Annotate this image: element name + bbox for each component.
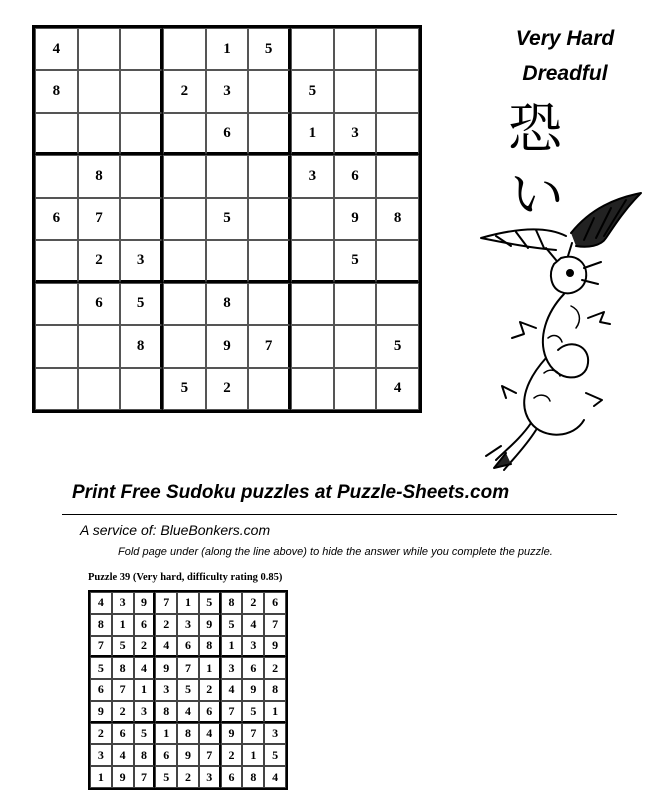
answer-cell: 2 xyxy=(221,744,243,766)
puzzle-cell: 3 xyxy=(120,240,163,282)
answer-cell: 3 xyxy=(264,723,286,745)
answer-cell: 6 xyxy=(264,592,286,614)
puzzle-cell: 8 xyxy=(78,155,121,197)
answer-cell: 2 xyxy=(134,636,156,658)
answer-cell: 8 xyxy=(264,679,286,701)
puzzle-cell: 5 xyxy=(291,70,334,112)
puzzle-cell: 6 xyxy=(206,113,249,155)
puzzle-cell xyxy=(376,28,419,70)
puzzle-cell: 7 xyxy=(248,325,291,367)
puzzle-cell xyxy=(334,28,377,70)
answer-cell: 8 xyxy=(177,723,199,745)
answer-cell: 3 xyxy=(242,636,264,658)
puzzle-cell xyxy=(291,283,334,325)
puzzle-cell xyxy=(248,113,291,155)
answer-cell: 6 xyxy=(177,636,199,658)
answer-cell: 1 xyxy=(242,744,264,766)
answer-cell: 6 xyxy=(90,679,112,701)
answer-cell: 3 xyxy=(112,592,134,614)
puzzle-cell: 5 xyxy=(120,283,163,325)
answer-cell: 4 xyxy=(199,723,221,745)
dragon-illustration-icon xyxy=(476,188,646,473)
puzzle-cell: 5 xyxy=(206,198,249,240)
answer-cell: 2 xyxy=(199,679,221,701)
puzzle-cell xyxy=(78,325,121,367)
puzzle-cell xyxy=(120,368,163,410)
puzzle-cell xyxy=(78,70,121,112)
answer-cell: 8 xyxy=(112,657,134,679)
answer-cell: 9 xyxy=(177,744,199,766)
puzzle-cell: 8 xyxy=(376,198,419,240)
fold-instructions: Fold page under (along the line above) to hide the answer while you complete the puzzle. xyxy=(118,546,553,558)
puzzle-cell xyxy=(35,113,78,155)
puzzle-cell xyxy=(376,240,419,282)
answer-cell: 3 xyxy=(155,679,177,701)
answer-cell: 2 xyxy=(242,592,264,614)
answer-cell: 5 xyxy=(155,766,177,788)
answer-cell: 3 xyxy=(177,614,199,636)
puzzle-cell xyxy=(376,283,419,325)
answer-cell: 4 xyxy=(112,744,134,766)
puzzle-cell: 5 xyxy=(376,325,419,367)
answer-cell: 8 xyxy=(199,636,221,658)
puzzle-cell xyxy=(334,283,377,325)
kanji-character: 恐 xyxy=(508,97,562,160)
answer-cell: 8 xyxy=(221,592,243,614)
answer-cell: 4 xyxy=(221,679,243,701)
puzzle-cell: 5 xyxy=(248,28,291,70)
answer-cell: 7 xyxy=(177,657,199,679)
answer-cell: 7 xyxy=(221,701,243,723)
puzzle-cell xyxy=(334,325,377,367)
answer-cell: 9 xyxy=(134,592,156,614)
puzzle-cell xyxy=(248,198,291,240)
puzzle-cell: 5 xyxy=(163,368,206,410)
puzzle-cell: 7 xyxy=(78,198,121,240)
puzzle-cell xyxy=(163,28,206,70)
puzzle-cell xyxy=(206,155,249,197)
puzzle-cell xyxy=(206,240,249,282)
puzzle-cell xyxy=(163,113,206,155)
sudoku-answer-grid xyxy=(88,590,288,790)
answer-cell: 6 xyxy=(242,657,264,679)
puzzle-cell: 3 xyxy=(334,113,377,155)
answer-cell: 3 xyxy=(199,766,221,788)
answer-cell: 9 xyxy=(90,701,112,723)
puzzle-cell xyxy=(78,368,121,410)
answer-cell: 1 xyxy=(90,766,112,788)
kanji-character: い xyxy=(510,163,564,226)
puzzle-cell: 8 xyxy=(206,283,249,325)
answer-cell: 9 xyxy=(264,636,286,658)
answer-cell: 3 xyxy=(90,744,112,766)
puzzle-cell: 3 xyxy=(206,70,249,112)
answer-cell: 1 xyxy=(264,701,286,723)
answer-cell: 3 xyxy=(221,657,243,679)
puzzle-cell: 3 xyxy=(291,155,334,197)
answer-cell: 2 xyxy=(264,657,286,679)
puzzle-cell: 1 xyxy=(291,113,334,155)
puzzle-cell xyxy=(78,28,121,70)
answer-cell: 2 xyxy=(177,766,199,788)
puzzle-cell: 9 xyxy=(334,198,377,240)
answer-cell: 4 xyxy=(155,636,177,658)
puzzle-cell xyxy=(163,155,206,197)
fold-line-divider xyxy=(62,514,617,515)
puzzle-cell: 6 xyxy=(334,155,377,197)
service-credit: A service of: BlueBonkers.com xyxy=(80,522,271,538)
puzzle-cell xyxy=(35,155,78,197)
puzzle-cell: 5 xyxy=(334,240,377,282)
answer-cell: 9 xyxy=(199,614,221,636)
puzzle-cell xyxy=(291,240,334,282)
puzzle-cell xyxy=(120,155,163,197)
answer-cell: 7 xyxy=(242,723,264,745)
puzzle-cell: 4 xyxy=(35,28,78,70)
answer-cell: 5 xyxy=(177,679,199,701)
puzzle-cell: 2 xyxy=(163,70,206,112)
puzzle-cell xyxy=(376,113,419,155)
answer-cell: 4 xyxy=(90,592,112,614)
answer-cell: 7 xyxy=(199,744,221,766)
answer-cell: 8 xyxy=(155,701,177,723)
answer-cell: 6 xyxy=(134,614,156,636)
puzzle-cell xyxy=(334,70,377,112)
puzzle-cell xyxy=(248,155,291,197)
puzzle-cell xyxy=(35,283,78,325)
answer-cell: 7 xyxy=(155,592,177,614)
puzzle-cell xyxy=(120,70,163,112)
answer-cell: 6 xyxy=(221,766,243,788)
answer-cell: 6 xyxy=(155,744,177,766)
answer-cell: 4 xyxy=(134,657,156,679)
puzzle-cell xyxy=(35,325,78,367)
puzzle-cell: 9 xyxy=(206,325,249,367)
answer-cell: 1 xyxy=(199,657,221,679)
puzzle-cell xyxy=(248,283,291,325)
puzzle-cell xyxy=(163,240,206,282)
puzzle-cell: 8 xyxy=(35,70,78,112)
sudoku-puzzle-grid xyxy=(32,25,422,413)
answer-cell: 5 xyxy=(221,614,243,636)
puzzle-cell xyxy=(291,368,334,410)
answer-cell: 8 xyxy=(242,766,264,788)
answer-cell: 5 xyxy=(264,744,286,766)
answer-cell: 8 xyxy=(134,744,156,766)
answer-cell: 6 xyxy=(112,723,134,745)
answer-cell: 8 xyxy=(90,614,112,636)
puzzle-cell xyxy=(120,28,163,70)
answer-cell: 7 xyxy=(112,679,134,701)
answer-cell: 9 xyxy=(242,679,264,701)
answer-cell: 1 xyxy=(177,592,199,614)
puzzle-cell: 2 xyxy=(206,368,249,410)
answer-cell: 7 xyxy=(90,636,112,658)
puzzle-cell xyxy=(248,70,291,112)
answer-cell: 1 xyxy=(155,723,177,745)
puzzle-cell xyxy=(291,198,334,240)
answer-cell: 3 xyxy=(134,701,156,723)
answer-cell: 5 xyxy=(90,657,112,679)
answer-cell: 2 xyxy=(112,701,134,723)
answer-cell: 9 xyxy=(112,766,134,788)
puzzle-cell: 2 xyxy=(78,240,121,282)
answer-cell: 1 xyxy=(134,679,156,701)
answer-cell: 5 xyxy=(134,723,156,745)
puzzle-cell xyxy=(376,70,419,112)
answer-cell: 5 xyxy=(199,592,221,614)
answer-cell: 2 xyxy=(155,614,177,636)
answer-cell: 1 xyxy=(221,636,243,658)
answer-cell: 5 xyxy=(112,636,134,658)
puzzle-cell xyxy=(248,240,291,282)
answer-cell: 1 xyxy=(112,614,134,636)
difficulty-level: Very Hard xyxy=(515,27,615,50)
difficulty-name: Dreadful xyxy=(522,62,608,85)
puzzle-cell xyxy=(35,368,78,410)
answer-cell: 4 xyxy=(177,701,199,723)
puzzle-cell: 8 xyxy=(120,325,163,367)
answer-cell: 9 xyxy=(221,723,243,745)
puzzle-cell xyxy=(120,198,163,240)
answer-cell: 4 xyxy=(242,614,264,636)
puzzle-cell xyxy=(35,240,78,282)
answer-cell: 2 xyxy=(90,723,112,745)
puzzle-cell xyxy=(291,28,334,70)
answer-cell: 9 xyxy=(155,657,177,679)
puzzle-cell: 1 xyxy=(206,28,249,70)
puzzle-cell xyxy=(163,325,206,367)
answer-caption: Puzzle 39 (Very hard, difficulty rating 0.85) xyxy=(88,572,283,583)
puzzle-cell xyxy=(291,325,334,367)
answer-cell: 7 xyxy=(134,766,156,788)
puzzle-cell xyxy=(120,113,163,155)
answer-cell: 6 xyxy=(199,701,221,723)
puzzle-cell xyxy=(163,198,206,240)
puzzle-cell xyxy=(334,368,377,410)
puzzle-cell xyxy=(163,283,206,325)
puzzle-cell xyxy=(376,155,419,197)
puzzle-cell: 6 xyxy=(35,198,78,240)
answer-cell: 4 xyxy=(264,766,286,788)
answer-cell: 7 xyxy=(264,614,286,636)
puzzle-cell: 6 xyxy=(78,283,121,325)
answer-cell: 5 xyxy=(242,701,264,723)
site-heading: Print Free Sudoku puzzles at Puzzle-Sheets.com xyxy=(72,482,510,503)
puzzle-cell: 4 xyxy=(376,368,419,410)
puzzle-cell xyxy=(248,368,291,410)
puzzle-cell xyxy=(78,113,121,155)
